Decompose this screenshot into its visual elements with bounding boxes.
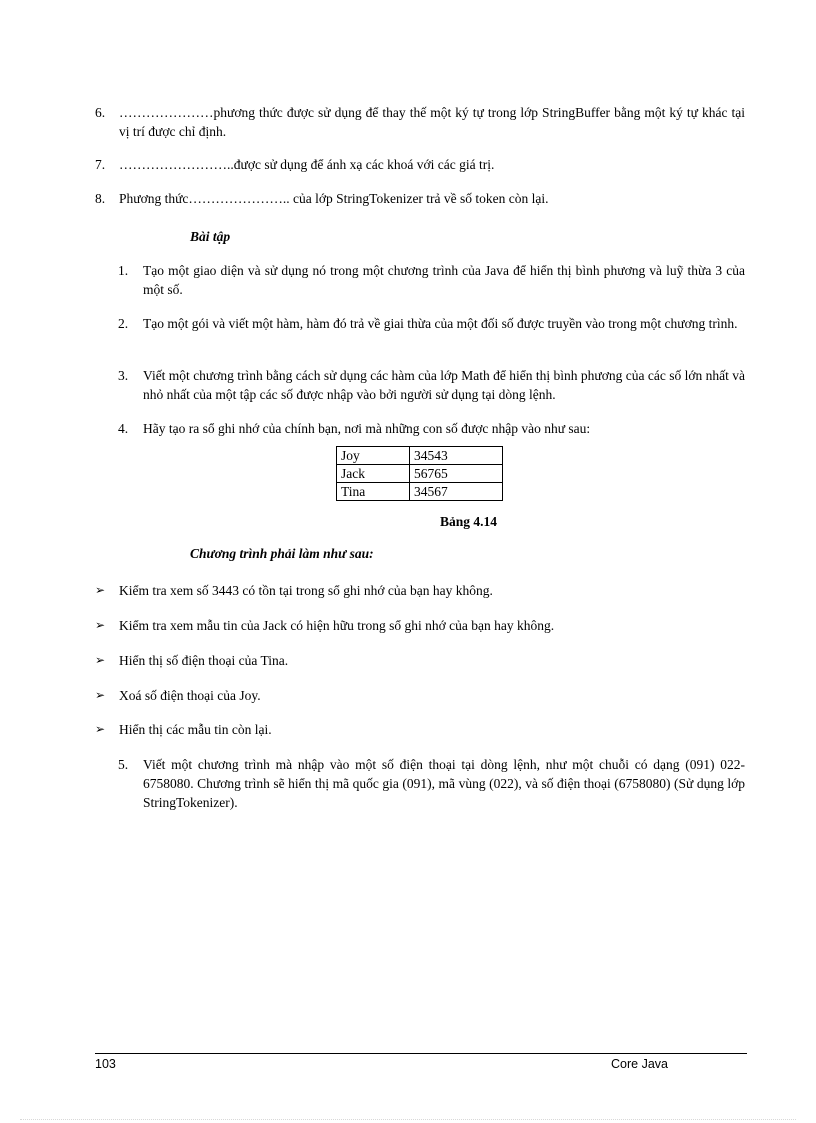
exercise-2: [118, 314, 745, 333]
program-step-text: Hiển thị các mẫu tin còn lại.: [119, 722, 272, 737]
arrow-bullet-icon: ➢: [95, 722, 106, 736]
arrow-bullet-icon: ➢: [95, 618, 106, 632]
program-step: [95, 616, 745, 635]
exercise-number: 3.: [118, 368, 129, 383]
question-6: [95, 103, 745, 141]
contact-name: Tina: [337, 483, 410, 501]
contact-number: 34567: [410, 483, 503, 501]
question-text: …………………phương thức được sử dụng để thay thế một ký tự trong lớp StringBuffer bằng một ký tự khác tại vị trí được chỉ định.: [119, 105, 745, 139]
page-number: 103: [95, 1057, 116, 1071]
exercise-text: Tạo một gói và viết một hàm, hàm đó trả về giai thừa của một đối số được truyền vào trong một chương trình.: [143, 316, 738, 331]
program-step: [95, 581, 745, 600]
table-row: [337, 465, 503, 483]
program-step: [95, 651, 745, 670]
arrow-bullet-icon: ➢: [95, 688, 106, 702]
contacts-table: [336, 446, 503, 501]
exercise-number: 1.: [118, 263, 129, 278]
exercise-text: Hãy tạo ra sổ ghi nhớ của chính bạn, nơi mà những con số được nhập vào như sau:: [143, 421, 591, 436]
exercise-5: [118, 755, 745, 812]
question-8: [95, 189, 745, 208]
exercise-number: 4.: [118, 421, 129, 436]
program-step: [95, 720, 745, 739]
exercise-1: [118, 261, 745, 299]
question-number: 6.: [95, 105, 106, 120]
table-caption: Bảng 4.14: [440, 514, 498, 529]
exercise-number: 5.: [118, 757, 129, 772]
contact-number: 34543: [410, 447, 503, 465]
program-step: [95, 686, 745, 705]
contact-name: Joy: [337, 447, 410, 465]
exercises-heading: Bài tập: [190, 229, 231, 244]
program-step-text: Kiểm tra xem số 3443 có tồn tại trong sổ ghi nhớ của bạn hay không.: [119, 583, 493, 598]
question-number: 7.: [95, 157, 106, 172]
contact-number: 56765: [410, 465, 503, 483]
arrow-bullet-icon: ➢: [95, 583, 106, 597]
question-number: 8.: [95, 191, 106, 206]
exercise-text: Viết một chương trình bằng cách sử dụng các hàm của lớp Math để hiển thị bình phương của các số lớn nhất và nhỏ nhất của một tập các số được nhập vào bởi người sử dụng tại dòng lệnh.: [143, 368, 745, 402]
contact-name: Jack: [337, 465, 410, 483]
footer-divider: [95, 1053, 747, 1054]
exercise-text: Viết một chương trình mà nhập vào một số điện thoại tại dòng lệnh, như một chuỗi có dạng (091) 022-6758080. Chương trình sẽ hiển thị mã quốc gia (091), mã vùng (022), và số điện thoại (6758080) (Sử dụng lớp StringTokenizer).: [143, 757, 745, 810]
page-edge-divider: [20, 1119, 796, 1120]
book-title: Core Java: [611, 1057, 668, 1071]
table-row: [337, 447, 503, 465]
arrow-bullet-icon: ➢: [95, 653, 106, 667]
program-step-text: Hiển thị số điện thoại của Tina.: [119, 653, 289, 668]
question-7: [95, 155, 745, 174]
program-heading: Chương trình phải làm như sau:: [190, 546, 374, 561]
program-step-text: Kiểm tra xem mẫu tin của Jack có hiện hữu trong sổ ghi nhớ của bạn hay không.: [119, 618, 555, 633]
exercise-3: [118, 366, 745, 404]
exercise-number: 2.: [118, 316, 129, 331]
program-step-text: Xoá số điện thoại của Joy.: [119, 688, 261, 703]
exercise-text: Tạo một giao diện và sử dụng nó trong một chương trình của Java để hiển thị bình phương và luỹ thừa 3 của một số.: [143, 263, 745, 297]
question-text: ……………………..được sử dụng để ánh xạ các khoá với các giá trị.: [119, 157, 495, 172]
table-row: [337, 483, 503, 501]
question-text: Phương thức………………….. của lớp StringTokenizer trả về số token còn lại.: [119, 191, 549, 206]
exercise-4: [118, 419, 745, 438]
